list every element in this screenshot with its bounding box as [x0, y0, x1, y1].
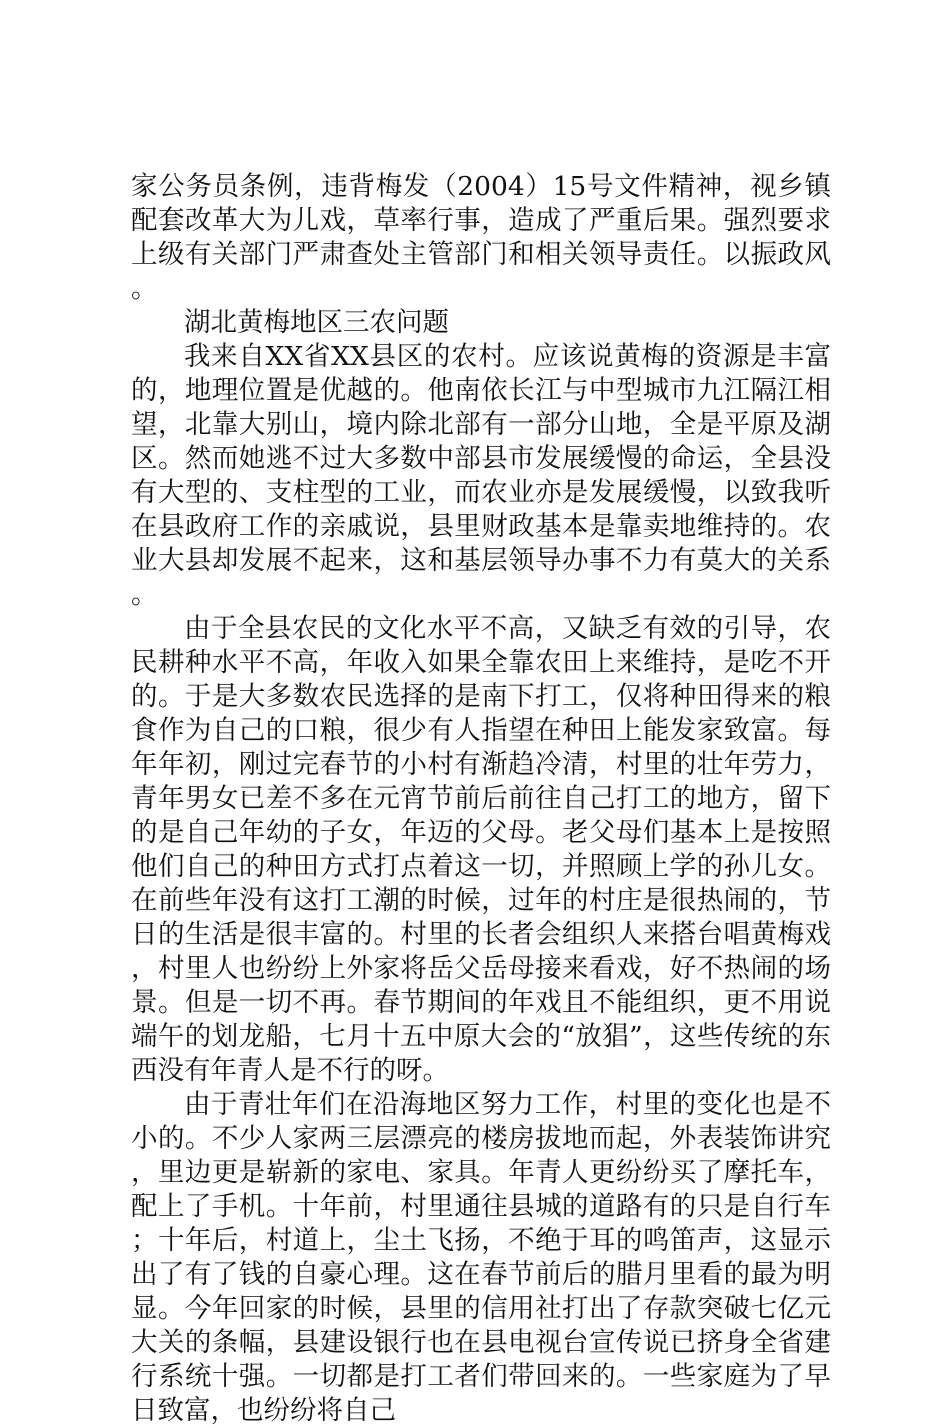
paragraph-intro: 我来自XX省XX县区的农村。应该说黄梅的资源是丰富的，地理位置是优越的。他南依长江与中型城市九江隔江相望，北靠大别山，境内除北部有一部分山地，全是平原及湖区。然而她逃不过大多数中部县市发展缓慢的命运，全县没有大型的、支柱型的工业，而农业亦是发展缓慢，以致我听在县政府工作的亲戚说，县里财政基本是靠卖地维持的。农业大县却发展不起来，这和基层领导办事不力有莫大的关系。 — [131, 341, 831, 610]
paragraph-continuation: 家公务员条例，违背梅发（2004）15号文件精神，视乡镇配套改革大为儿戏，草率行事，造成了严重后果。强烈要求上级有关部门严肃查处主管部门和相关领导责任。以振政风。 — [131, 171, 831, 304]
paragraph-village-change: 由于青壮年们在沿海地区努力工作，村里的变化也是不小的。不少人家两三层漂亮的楼房拔地而起，外表装饰讲究，里边更是崭新的家电、家具。年青人更纷纷买了摩托车，配上了手机。十年前，村里通往县城的道路有的只是自行车；十年后，村道上，尘土飞扬，不绝于耳的鸣笛声，这显示出了有了钱的自豪心理。这在春节前后的腊月里看的最为明显。今年回家的时候，县里的信用社打出了存款突破七亿元大关的条幅，县建设银行也在县电视台宣传说已挤身全省建行系统十强。一切都是打工者们带回来的。一些家庭为了早日致富，也纷纷将自己 — [131, 1089, 831, 1426]
paragraph-migration: 由于全县农民的文化水平不高，又缺乏有效的引导，农民耕种水平不高，年收入如果全靠农田上来维持，是吃不开的。于是大多数农民选择的是南下打工，仅将种田得来的粮食作为自己的口粮，很少有人指望在种田上能发家致富。每年年初，刚过完春节的小村有渐趋冷清，村里的壮年劳力，青年男女已差不多在元宵节前后前往自己打工的地方，留下的是自己年幼的子女，年迈的父母。老父母们基本上是按照他们自己的种田方式打点着这一切，并照顾上学的孙儿女。在前些年没有这打工潮的时候，过年的村庄是很热闹的，节日的生活是很丰富的。村里的长者会组织人来搭台唱黄梅戏，村里人也纷纷上外家将岳父岳母接来看戏，好不热闹的场景。但是一切不再。春节期间的年戏且不能组织，更不用说端午的划龙船，七月十五中原大会的“放猖”，这些传统的东西没有年青人是不行的呀。 — [131, 613, 831, 1086]
section-heading: 湖北黄梅地区三农问题 — [184, 307, 449, 338]
document-body — [131, 170, 831, 1428]
